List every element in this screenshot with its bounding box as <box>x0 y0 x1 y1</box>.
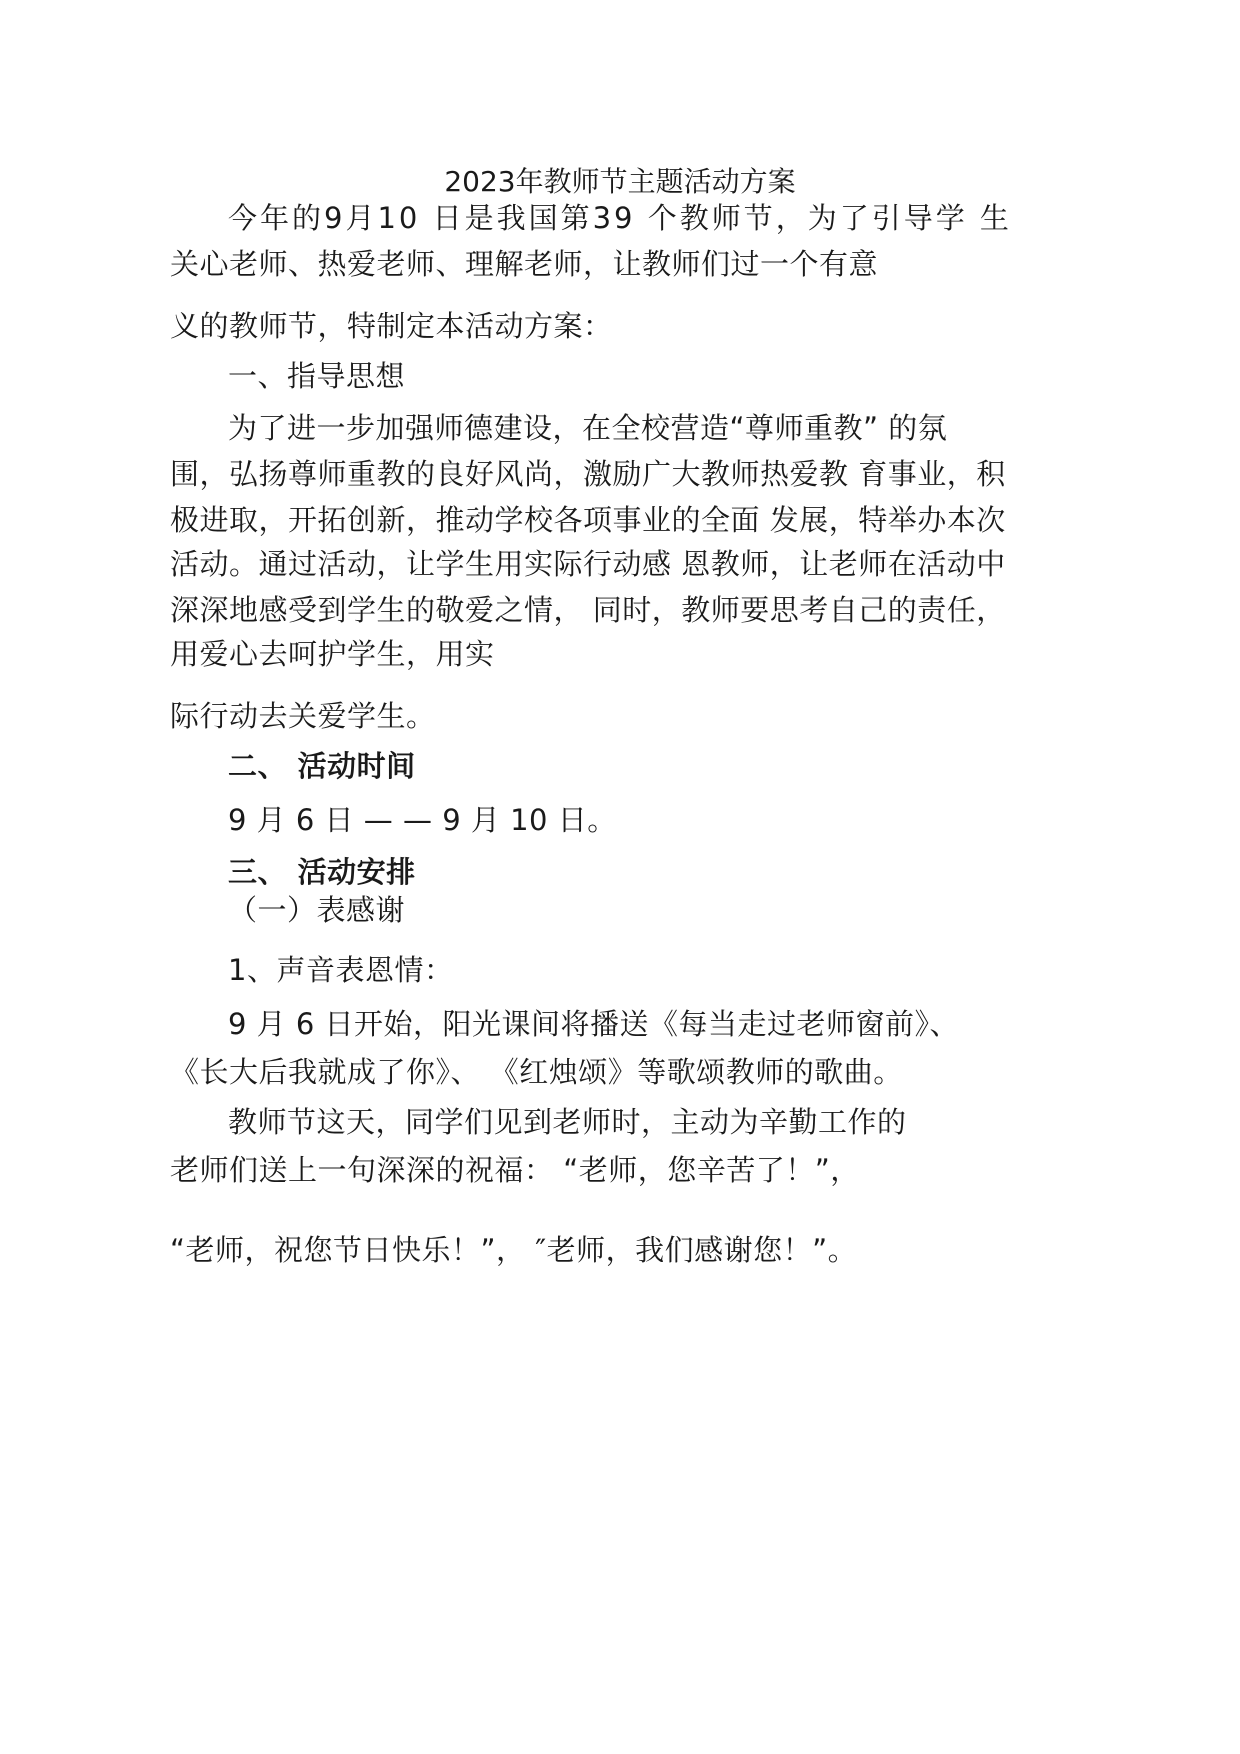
document-title: 2023年教师节主题活动方案 <box>444 165 796 198</box>
section-1-line-3: 极进取，开拓创新，推动学校各项事业的全面 发展，特举办本次 <box>170 503 1006 537</box>
section-1-line-5: 深深地感受到学生的敬爱之情， 同时，教师要思考自己的责任， <box>170 593 1006 627</box>
section-3-para-2-line-2: 老师们送上一句深深的祝福： “老师，您辛苦了！”， <box>170 1153 860 1187</box>
section-3-para-1-line-2: 《长大后我就成了你》、 《红烛颂》等歌颂教师的歌曲。 <box>170 1055 903 1089</box>
intro-line-2: 关心老师、热爱老师、理解老师，让教师们过一个有意 <box>170 247 879 281</box>
section-3-item-1: 1、声音表恩情： <box>228 953 454 987</box>
section-3-para-2-line-1: 教师节这天，同学们见到老师时，主动为辛勤工作的 <box>228 1105 907 1139</box>
section-2-dates: 9 月 6 日 — — 9 月 10 日。 <box>228 803 617 837</box>
section-3-subheading: （一）表感谢 <box>228 893 406 927</box>
intro-line-1: 今年的9月10 日是我国第39 个教师节，为了引导学 生 <box>228 201 1012 235</box>
intro-line-3: 义的教师节，特制定本活动方案： <box>170 309 613 343</box>
section-2-heading: 二、 活动时间 <box>228 749 416 783</box>
section-1-line-7: 际行动去关爱学生。 <box>170 699 436 733</box>
section-3-para-2-line-3: “老师，祝您节日快乐！”， ″老师，我们感谢您！”。 <box>170 1233 858 1267</box>
section-1-heading: 一、指导思想 <box>228 359 406 393</box>
section-1-line-1: 为了进一步加强师德建设，在全校营造“尊师重教” 的氛 <box>228 411 948 445</box>
section-1-line-4: 活动。通过活动，让学生用实际行动感 恩教师，让老师在活动中 <box>170 547 1006 581</box>
section-3-heading: 三、 活动安排 <box>228 855 416 889</box>
section-3-para-1-line-1: 9 月 6 日开始，阳光课间将播送《每当走过老师窗前》、 <box>228 1007 960 1041</box>
section-1-line-6: 用爱心去呵护学生，用实 <box>170 637 495 671</box>
section-1-line-2: 围，弘扬尊师重教的良好风尚，激励广大教师热爱教 育事业，积 <box>170 457 1006 491</box>
